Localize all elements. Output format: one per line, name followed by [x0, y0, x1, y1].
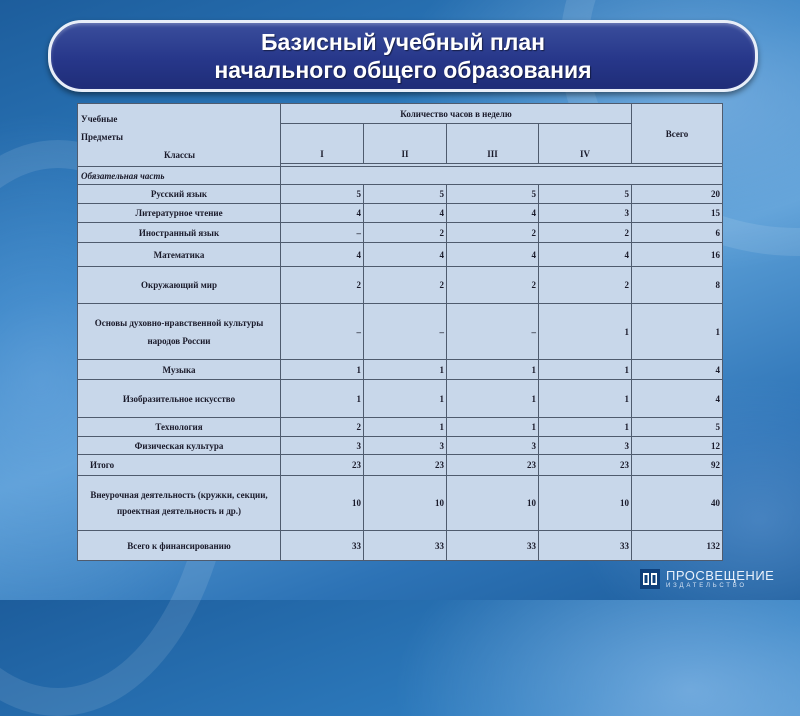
hours-cell: 33: [364, 531, 447, 561]
grade-header-3: III: [447, 124, 539, 164]
hours-cell: 1: [364, 360, 447, 380]
hours-cell: 1: [539, 360, 632, 380]
total-cell: 8: [632, 267, 723, 304]
table-row: [78, 267, 723, 304]
publisher-name: ПРОСВЕЩЕНИЕ: [666, 567, 775, 583]
table-row: [78, 243, 723, 267]
table-row: [78, 437, 723, 455]
table-row: [78, 360, 723, 380]
hours-cell: 1: [539, 380, 632, 418]
hours-cell: 4: [447, 243, 539, 267]
grade-header-4: IV: [539, 124, 632, 164]
table-row: [78, 204, 723, 223]
hours-cell: –: [281, 223, 364, 243]
subject-name: Основы духовно-нравственной культуры народов России: [78, 304, 281, 360]
hours-cell: 3: [539, 437, 632, 455]
hours-cell: 2: [281, 418, 364, 437]
total-cell: 1: [632, 304, 723, 360]
total-header: Всего: [632, 104, 723, 164]
extracurricular-label: Внеурочная деятельность (кружки, секции, проектная деятельность и др.): [78, 476, 281, 531]
hours-cell: 1: [364, 418, 447, 437]
funded-label: Всего к финансированию: [78, 531, 281, 561]
table-row: [78, 380, 723, 418]
hours-cell: 4: [364, 204, 447, 223]
total-cell: 15: [632, 204, 723, 223]
hours-cell: 33: [539, 531, 632, 561]
section-label: Обязательная часть: [78, 167, 281, 185]
hours-cell: 2: [447, 223, 539, 243]
hours-cell: 1: [281, 360, 364, 380]
hours-cell: 5: [447, 185, 539, 204]
corner-classes-label: Классы: [163, 150, 196, 160]
hours-cell: 3: [281, 437, 364, 455]
hours-cell: 10: [281, 476, 364, 531]
hours-cell: 4: [447, 204, 539, 223]
table-row: [78, 418, 723, 437]
subject-name: Музыка: [78, 360, 281, 380]
total-cell: 40: [632, 476, 723, 531]
hours-cell: 4: [281, 204, 364, 223]
table-row: [78, 304, 723, 360]
total-cell: 4: [632, 380, 723, 418]
section-empty-cell: [281, 167, 723, 185]
title-line-1: Базисный учебный план: [260, 29, 546, 55]
subject-name: Изобразительное искусство: [78, 380, 281, 418]
corner-header-cell: [78, 104, 281, 167]
title-banner: [48, 20, 758, 92]
title-line-2: начального общего образования: [214, 57, 592, 83]
hours-cell: 10: [364, 476, 447, 531]
hours-cell: 23: [364, 455, 447, 476]
corner-subjects-label-2: Предметы: [81, 132, 124, 142]
subject-name: Литературное чтение: [78, 204, 281, 223]
hours-cell: 1: [281, 380, 364, 418]
hours-cell: 2: [539, 267, 632, 304]
itogo-label: Итого: [78, 455, 281, 476]
table-row: [78, 185, 723, 204]
hours-cell: 23: [539, 455, 632, 476]
hours-cell: –: [281, 304, 364, 360]
hours-cell: 1: [447, 360, 539, 380]
hours-cell: 2: [364, 267, 447, 304]
hours-cell: 2: [281, 267, 364, 304]
hours-cell: 3: [364, 437, 447, 455]
table-row-funded: [78, 531, 723, 561]
total-cell: 5: [632, 418, 723, 437]
hours-cell: 5: [364, 185, 447, 204]
hours-cell: 3: [539, 204, 632, 223]
hours-cell: 33: [447, 531, 539, 561]
table-row-itogo: [78, 455, 723, 476]
grade-header-1: I: [281, 124, 364, 164]
publisher-logo: [640, 566, 790, 592]
total-cell: 6: [632, 223, 723, 243]
hours-cell: –: [447, 304, 539, 360]
hours-cell: 23: [281, 455, 364, 476]
subject-name: Физическая культура: [78, 437, 281, 455]
hours-cell: 4: [364, 243, 447, 267]
total-cell: 4: [632, 360, 723, 380]
hours-cell: 2: [447, 267, 539, 304]
subject-name: Иностранный язык: [78, 223, 281, 243]
hours-per-week-header: Количество часов в неделю: [281, 104, 632, 124]
hours-cell: 23: [447, 455, 539, 476]
hours-cell: 33: [281, 531, 364, 561]
subject-name: Русский язык: [78, 185, 281, 204]
publisher-subtitle: ИЗДАТЕЛЬСТВО: [666, 582, 747, 589]
hours-cell: 2: [539, 223, 632, 243]
hours-cell: 1: [539, 304, 632, 360]
hours-cell: 1: [364, 380, 447, 418]
publisher-logo-icon: [640, 569, 660, 589]
hours-cell: 1: [447, 380, 539, 418]
table-row-extracurricular: [78, 476, 723, 531]
hours-cell: 2: [364, 223, 447, 243]
hours-cell: 5: [539, 185, 632, 204]
total-cell: 132: [632, 531, 723, 561]
table-row: [78, 223, 723, 243]
hours-cell: 10: [539, 476, 632, 531]
subject-name: Окружающий мир: [78, 267, 281, 304]
hours-cell: 10: [447, 476, 539, 531]
corner-subjects-label: Учебные: [81, 114, 118, 124]
subject-name: Технология: [78, 418, 281, 437]
hours-cell: 4: [539, 243, 632, 267]
grade-header-2: II: [364, 124, 447, 164]
hours-cell: 3: [447, 437, 539, 455]
total-cell: 16: [632, 243, 723, 267]
subject-name: Математика: [78, 243, 281, 267]
total-cell: 92: [632, 455, 723, 476]
total-cell: 20: [632, 185, 723, 204]
hours-cell: 1: [447, 418, 539, 437]
hours-cell: 1: [539, 418, 632, 437]
hours-cell: 4: [281, 243, 364, 267]
total-cell: 12: [632, 437, 723, 455]
curriculum-table: [77, 103, 723, 561]
hours-cell: –: [364, 304, 447, 360]
hours-cell: 5: [281, 185, 364, 204]
